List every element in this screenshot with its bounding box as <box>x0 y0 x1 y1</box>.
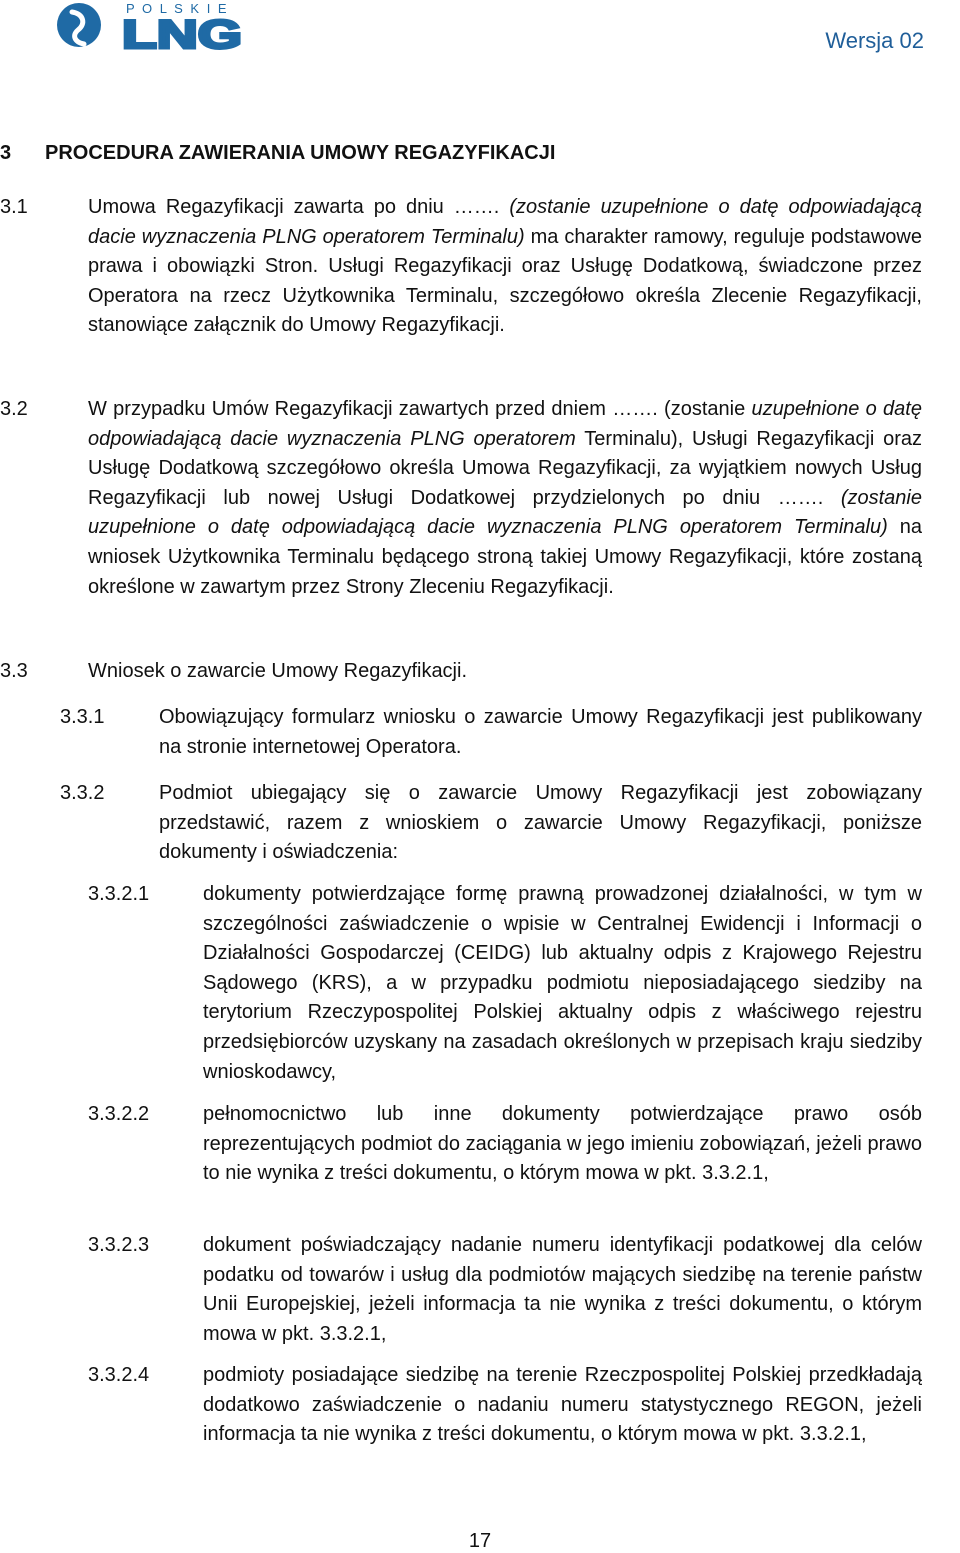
section-title: PROCEDURA ZAWIERANIA UMOWY REGAZYFIKACJI <box>45 142 556 164</box>
paragraph-3-2-text-italic-b: (zostanie uzupełnione o datę odpowiadającą dacie wyznaczenia PLNG operatorem Terminalu) <box>88 486 922 539</box>
paragraph-3-3-2-1: dokumenty potwierdzające formę prawną prowadzonej działalności, w tym w szczególności zaświadczenie o wpisie w Centralnej Ewidencji i Informacji o Działalności Gospodarczej (CEIDG) lub aktualny odpis z Krajowego Rejestru Sądowego (KRS), a w przypadku podmiotu nieposiadającego siedziby na terytorium Rzeczypospolitej Polskiej aktualny odpis z właściwego rejestru przedsiębiorców uzyskany na zasadach określonych w przepisach kraju siedziby wnioskodawcy, <box>203 883 922 1083</box>
paragraph-3-2-text-a: W przypadku Umów Regazyfikacji zawartych przed dniem ……. (zostanie <box>88 398 752 420</box>
paragraph-number-3-2: 3.2 <box>0 398 28 420</box>
paragraph-3-2-text-c: na wniosek Użytkownika Terminalu będącego stroną takiej Umowy Regazyfikacji, które zostaną określone w zawartym przez Strony Zleceniu Regazyfikacji. <box>88 516 922 598</box>
polskie-lng-logo <box>52 0 252 60</box>
paragraph-number-3-3-2-3: 3.3.2.3 <box>88 1234 150 1256</box>
paragraph-3-3-1: Obowiązujący formularz wniosku o zawarcie Umowy Regazyfikacji jest publikowany na stronie internetowej Operatora. <box>159 706 922 758</box>
paragraph-3-3: Wniosek o zawarcie Umowy Regazyfikacji. <box>88 660 468 682</box>
paragraph-number-3-3-1: 3.3.1 <box>60 706 105 728</box>
paragraph-3-2-text-italic-a: uzupełnione o datę odpowiadającą dacie wyznaczenia PLNG operatorem <box>88 398 922 450</box>
paragraph-number-3-3-2-2: 3.3.2.2 <box>88 1103 150 1125</box>
paragraph-number-3-3-2-4: 3.3.2.4 <box>88 1364 150 1386</box>
paragraph-3-1 <box>88 193 922 341</box>
paragraph-number-3-3-2: 3.3.2 <box>60 782 105 804</box>
paragraph-3-1-text-italic: (zostanie uzupełnione o datę odpowiadającą dacie wyznaczenia PLNG operatorem Terminalu) <box>88 196 922 248</box>
section-number: 3 <box>0 142 12 164</box>
paragraph-3-2 <box>88 395 922 602</box>
paragraph-3-3-2-4: podmioty posiadające siedzibę na terenie Rzeczpospolitej Polskiej przedkładają dodatkowo zaświadczenie o nadaniu numeru statystycznego REGON, jeżeli informacja ta nie wynika z treści dokumentu, o którym mowa w pkt. 3.3.2.1, <box>203 1364 922 1446</box>
paragraph-3-3-2-2: pełnomocnictwo lub inne dokumenty potwierdzające prawo osób reprezentujących podmiot do zaciągania w jego imieniu zobowiązań, jeżeli prawo to nie wynika z treści dokumentu, o którym mowa w pkt. 3.3.2.1, <box>203 1103 922 1185</box>
paragraph-number-3-3-2-1: 3.3.2.1 <box>88 883 150 905</box>
paragraph-3-3-2-3: dokument poświadczający nadanie numeru identyfikacji podatkowej dla celów podatku od towarów i usług dla podmiotów mających siedzibę na terenie państw Unii Europejskiej, jeżeli informacja ta nie wynika z treści dokumentu, o którym mowa w pkt. 3.3.2.1, <box>203 1234 922 1345</box>
document-version: Wersja 02 <box>825 28 924 53</box>
logo-main-text: LNG <box>122 13 242 57</box>
paragraph-number-3-3: 3.3 <box>0 660 28 682</box>
paragraph-3-2-text-b: Terminalu), Usługi Regazyfikacji oraz Usługę Dodatkową szczegółowo określa Umowa Regazyfikacji, za wyjątkiem nowych Usług Regazyfikacji lub nowej Usługi Dodatkowej przydzielonych po dniu ……. <box>88 427 922 509</box>
paragraph-3-1-text-b: ma charakter ramowy, reguluje podstawowe prawa i obowiązki Stron. Usługi Regazyfikacji oraz Usługę Dodatkową, świadczone przez Operatora na rzecz Użytkownika Terminalu, szczegółowo określa Zlecenie Regazyfikacji, stanowiące załącznik do Umowy Regazyfikacji. <box>88 225 922 337</box>
paragraph-3-3-2: Podmiot ubiegający się o zawarcie Umowy Regazyfikacji jest zobowiązany przedstawić, razem z wnioskiem o zawarcie Umowy Regazyfikacji, poniższe dokumenty i oświadczenia: <box>159 782 922 864</box>
paragraph-3-1-text-a: Umowa Regazyfikacji zawarta po dniu ……. <box>88 196 510 218</box>
page-number: 17 <box>468 1530 492 1552</box>
paragraph-number-3-1: 3.1 <box>0 196 28 218</box>
logo-top-text: P O L S K I E <box>126 1 229 16</box>
